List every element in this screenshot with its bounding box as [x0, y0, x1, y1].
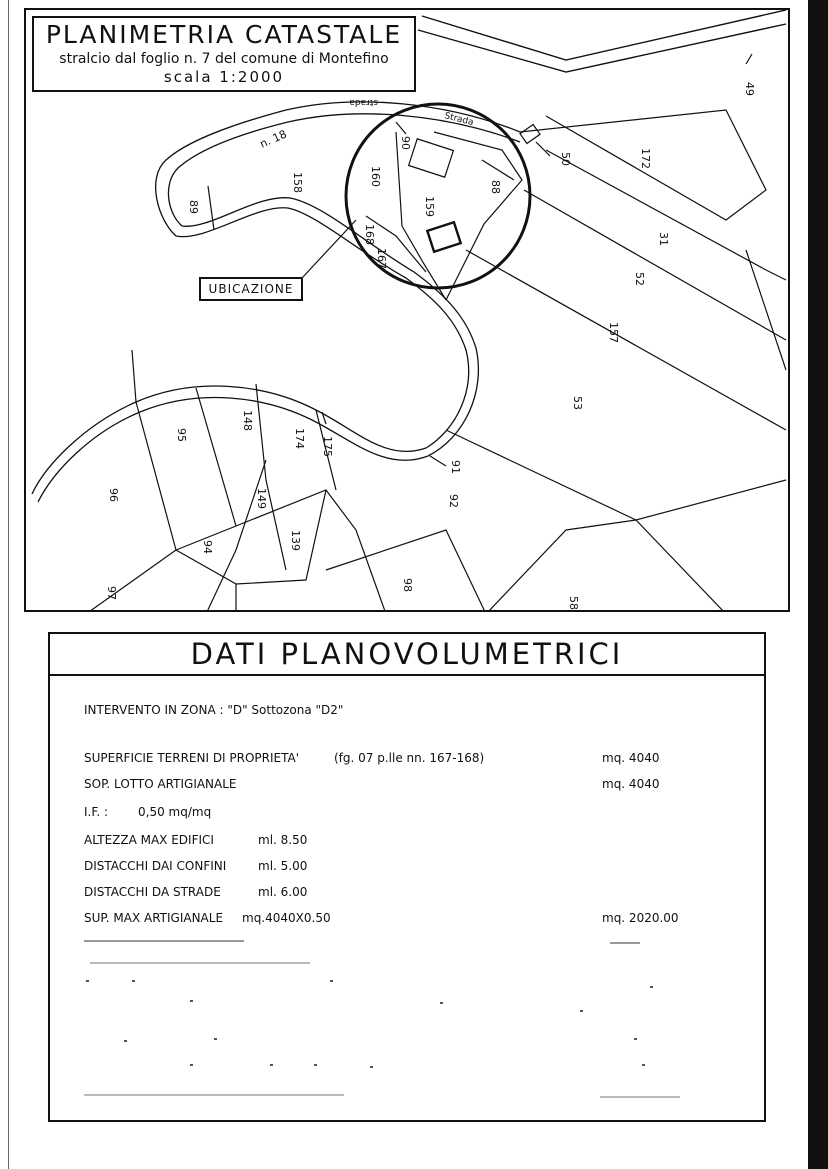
parcel-label-95: 95	[175, 428, 188, 442]
faded-mark	[642, 1064, 645, 1066]
row-amount: mq. 4040	[602, 751, 660, 765]
parcel-label-172: 172	[639, 148, 652, 169]
parcel-line-157	[466, 250, 786, 430]
parcel-label-92: 92	[447, 494, 460, 508]
parcel-line-95	[196, 388, 236, 526]
row-label: I.F. :	[84, 805, 108, 819]
building-2	[427, 222, 460, 252]
building-1	[409, 139, 454, 177]
parcel-label-168: 168	[363, 224, 376, 245]
parcel-label-139: 139	[289, 530, 302, 551]
parcel-160-159	[396, 132, 446, 300]
parcel-label-94: 94	[201, 540, 214, 554]
row-value: ml. 8.50	[258, 833, 308, 847]
parcel-label-50: 50	[559, 152, 572, 166]
row-label: SUPERFICIE TERRENI DI PROPRIETA'	[84, 751, 300, 765]
data-panel-title: DATI PLANOVOLUMETRICI	[50, 634, 764, 676]
parcel-label-98: 98	[401, 578, 414, 592]
parcel-89	[208, 186, 214, 230]
faded-mark	[132, 980, 135, 982]
row-amount: mq. 4040	[602, 777, 660, 791]
faded-mark	[190, 1000, 193, 1002]
parcel-label-167: 167	[375, 248, 388, 269]
parcel-label-31: 31	[657, 232, 670, 246]
parcel-label-149: 149	[255, 488, 268, 509]
parcel-label-58: 58	[567, 596, 580, 610]
parcel-label-159: 159	[423, 196, 436, 217]
road-upper	[422, 10, 786, 60]
row-value: ml. 6.00	[258, 885, 308, 899]
parcel-line-98	[326, 530, 486, 612]
scan-left-edge	[8, 0, 9, 1169]
parcel-labels	[105, 82, 756, 610]
map-scale: scala 1:2000	[163, 68, 285, 86]
parcel-label-49: 49	[743, 82, 756, 96]
faded-mark	[84, 940, 244, 942]
row-value: (fg. 07 p.lle nn. 167-168)	[334, 751, 485, 765]
faded-mark	[330, 980, 333, 982]
parcel-line-52	[524, 190, 786, 340]
row-value: mq.4040X0.50	[242, 911, 331, 925]
faded-mark	[634, 1038, 637, 1040]
faded-mark	[270, 1064, 273, 1066]
row-label: SUP. MAX ARTIGIANALE	[84, 911, 224, 925]
road-label-2: Strada	[443, 111, 475, 129]
parcel-label-96: 96	[107, 488, 120, 502]
parcel-label-53: 53	[571, 396, 584, 410]
row-label: DISTACCHI DAI CONFINI	[84, 859, 227, 873]
parcel-label-157: 157	[607, 322, 620, 343]
parcel-line-edge	[746, 250, 786, 370]
road-label-1: strada	[349, 97, 378, 107]
faded-mark	[580, 1010, 583, 1012]
arrow-49	[746, 54, 752, 64]
map-title: PLANIMETRIA CATASTALE	[45, 20, 403, 49]
arrow-90	[396, 122, 406, 134]
cadastral-map	[24, 8, 790, 612]
parcel-label-52: 52	[633, 272, 646, 286]
scan-right-edge	[808, 0, 828, 1169]
parcel-label-91: 91	[449, 460, 462, 474]
faded-mark	[190, 1064, 193, 1066]
parcel-label-97: 97	[105, 586, 118, 600]
parcel-label-175: 175	[321, 436, 334, 457]
faded-scan-area	[50, 934, 764, 1120]
faded-mark	[86, 980, 89, 982]
parcel-line-139	[236, 490, 326, 584]
row-value: 0,50 mq/mq	[138, 805, 212, 819]
row-amount: mq. 2020.00	[602, 911, 679, 925]
zone-text: INTERVENTO IN ZONA : "D" Sottozona "D2"	[84, 703, 344, 717]
faded-mark	[600, 1096, 680, 1098]
faded-mark	[650, 986, 653, 988]
parcel-label-158: 158	[291, 172, 304, 193]
parcel-label-90: 90	[399, 136, 412, 150]
parcel-line-53	[446, 430, 786, 520]
building-3	[520, 124, 540, 143]
faded-mark	[214, 1038, 217, 1040]
row-label: SOP. LOTTO ARTIGIANALE	[84, 777, 237, 791]
faded-mark	[84, 1094, 344, 1096]
parcel-label-89: 89	[187, 200, 200, 214]
parcel-line-92	[486, 520, 636, 612]
arrow-91	[430, 456, 446, 466]
faded-mark	[370, 1066, 373, 1068]
row-label: ALTEZZA MAX EDIFICI	[84, 833, 214, 847]
parcel-159	[434, 132, 522, 300]
faded-mark	[610, 942, 640, 944]
parcel-line-96	[132, 350, 136, 402]
faded-mark	[440, 1002, 443, 1004]
faded-mark	[314, 1064, 317, 1066]
parcel-label-148: 148	[241, 410, 254, 431]
road-number: n. 18	[257, 127, 289, 151]
row-label: DISTACCHI DA STRADE	[84, 885, 221, 899]
faded-mark	[124, 1040, 127, 1042]
faded-mark	[90, 962, 310, 964]
road-main-edge	[38, 114, 520, 502]
parcel-88	[482, 160, 514, 180]
map-title-block	[32, 16, 416, 92]
parcel-label-88: 88	[489, 180, 502, 194]
map-subtitle: stralcio dal foglio n. 7 del comune di Montefino	[59, 51, 389, 67]
location-label: UBICAZIONE	[199, 277, 303, 301]
parcel-line-97	[86, 550, 176, 612]
parcel-line-58	[636, 520, 726, 612]
parcel-label-174: 174	[293, 428, 306, 449]
data-panel	[48, 632, 766, 1122]
location-circle	[346, 104, 530, 288]
arrow-50	[536, 142, 550, 156]
row-value: ml. 5.00	[258, 859, 308, 873]
parcel-line-94	[176, 550, 236, 612]
parcel-label-160: 160	[369, 166, 382, 187]
map-drawing	[26, 10, 790, 612]
